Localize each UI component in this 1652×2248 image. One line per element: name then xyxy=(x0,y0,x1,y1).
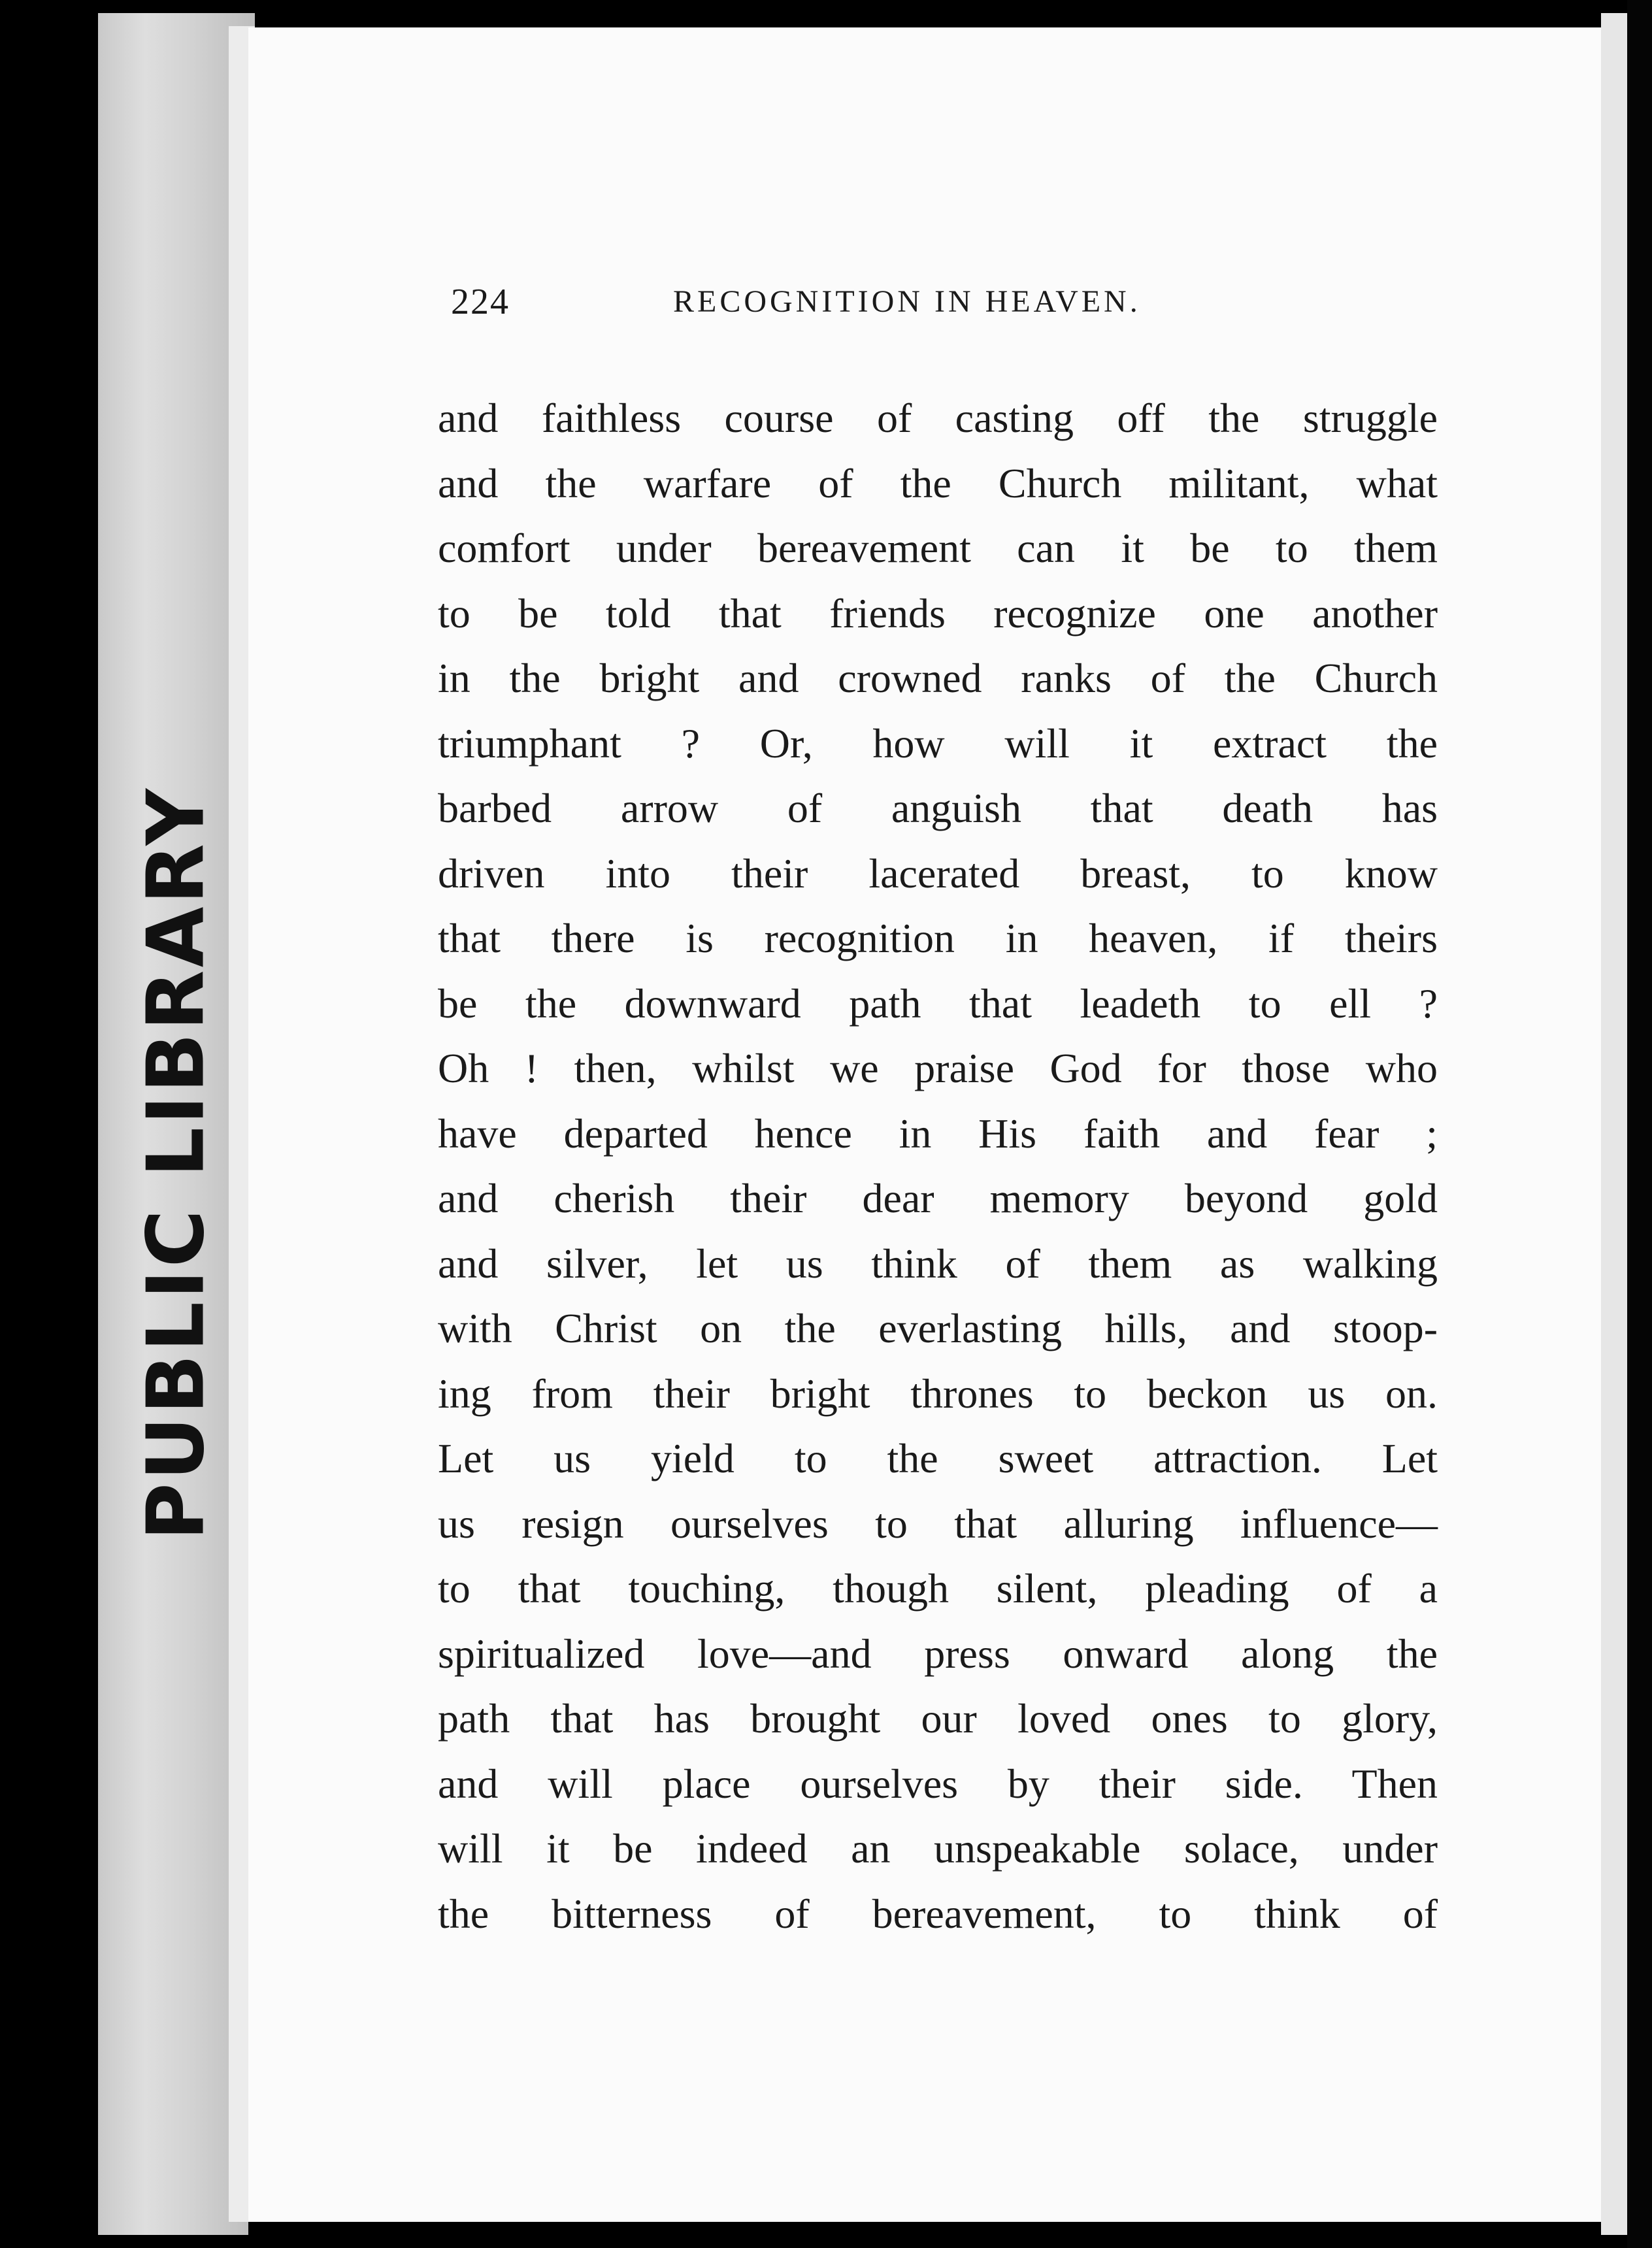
spine-library-stamp: PUBLIC LIBRARY xyxy=(131,785,222,1541)
text-line: driven into their lacerated breast, to know xyxy=(438,850,1438,897)
text-line: and will place ourselves by their side. Then xyxy=(438,1760,1438,1807)
text-line: the bitterness of bereavement, to think of xyxy=(438,1890,1438,1937)
text-line: with Christ on the everlasting hills, and stoop- xyxy=(438,1305,1438,1351)
text-line: ing from their bright thrones to beckon us on. xyxy=(438,1370,1438,1417)
text-line: to that touching, though silent, pleading of a xyxy=(438,1565,1438,1612)
text-line: and cherish their dear memory beyond gold xyxy=(438,1175,1438,1221)
right-border xyxy=(1627,0,1652,2248)
text-line: and silver, let us think of them as walking xyxy=(438,1240,1438,1287)
text-line: and faithless course of casting off the struggle xyxy=(438,395,1438,441)
text-line: will it be indeed an unspeakable solace, under xyxy=(438,1825,1438,1872)
text-line: spiritualized love—and press onward along the xyxy=(438,1630,1438,1677)
text-line: Oh ! then, whilst we praise God for those who xyxy=(438,1045,1438,1091)
text-line: that there is recognition in heaven, if theirs xyxy=(438,915,1438,961)
text-line: barbed arrow of anguish that death has xyxy=(438,785,1438,831)
text-line: in the bright and crowned ranks of the Church xyxy=(438,655,1438,701)
text-line: us resign ourselves to that alluring influence— xyxy=(438,1500,1438,1547)
page-number: 224 xyxy=(451,282,510,322)
text-line: to be told that friends recognize one another xyxy=(438,589,1438,636)
page-header xyxy=(451,281,1235,333)
text-line: and the warfare of the Church militant, what xyxy=(438,459,1438,506)
body-text xyxy=(438,386,1438,1946)
text-line: Let us yield to the sweet attraction. Let xyxy=(438,1435,1438,1481)
text-line: have departed hence in His faith and fear ; xyxy=(438,1110,1438,1157)
bottom-border xyxy=(248,2222,1601,2248)
text-line: triumphant ? Or, how will it extract the xyxy=(438,719,1438,767)
text-line: comfort under bereavement can it be to them xyxy=(438,525,1438,571)
text-line: be the downward path that leadeth to ell ? xyxy=(438,980,1438,1027)
running-head: RECOGNITION IN HEAVEN. xyxy=(673,284,1141,319)
right-page-edge xyxy=(1601,13,1627,2235)
text-line: path that has brought our loved ones to glory, xyxy=(438,1695,1438,1742)
